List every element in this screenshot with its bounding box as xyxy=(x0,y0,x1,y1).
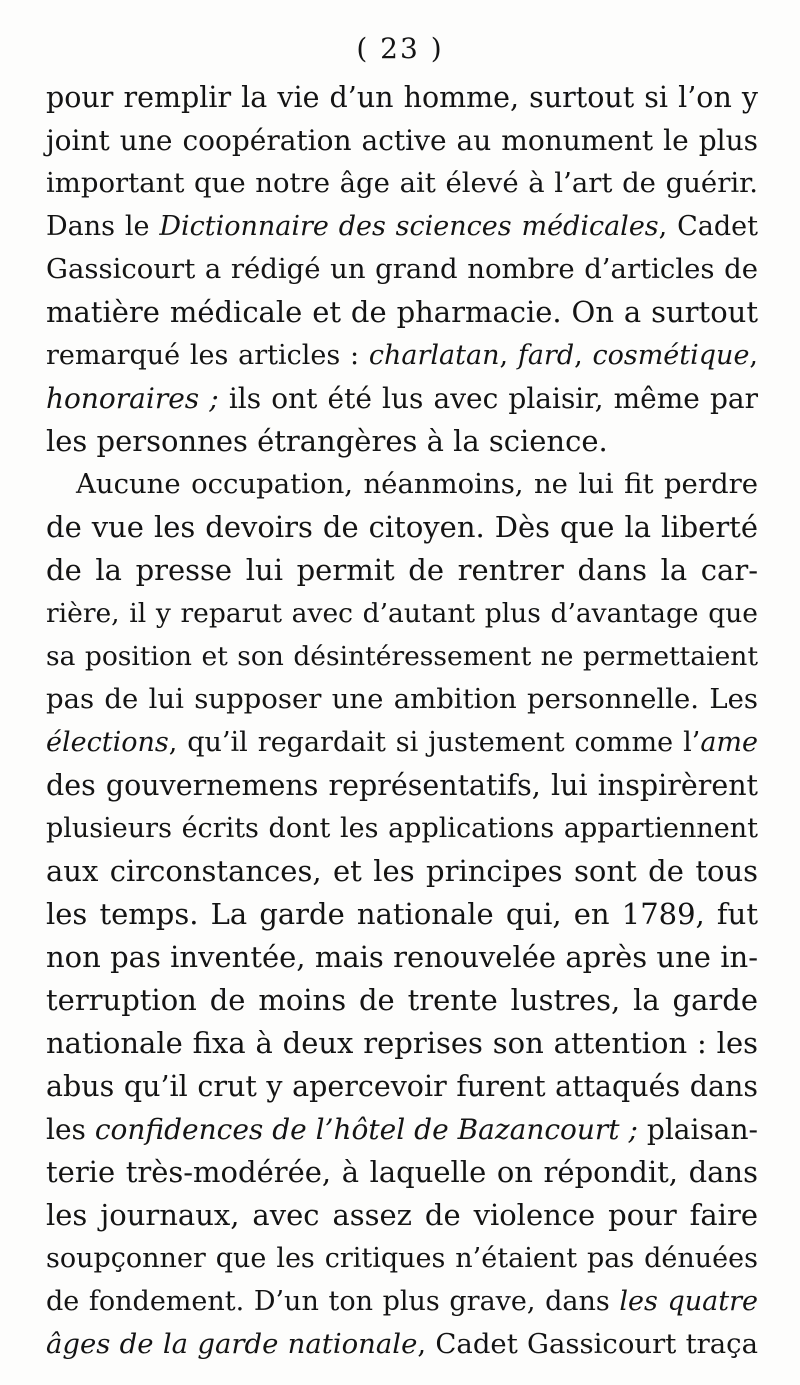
text-run: nationale fixa à deux reprises son attention : les xyxy=(46,1026,758,1060)
text-line xyxy=(46,807,758,850)
text-run: aux circonstances, et les principes sont de tous xyxy=(46,854,758,888)
text-run: terie très-modérée, à laquelle on répondit, dans xyxy=(46,1155,758,1189)
text-run: , xyxy=(574,340,593,371)
text-line xyxy=(46,377,758,420)
text-line xyxy=(46,119,758,162)
text-run: de fondement. D’un ton plus grave, dans xyxy=(46,1286,620,1317)
text-line xyxy=(46,1280,758,1323)
text-run: joint une coopération active au monument le plus xyxy=(46,124,758,157)
text-run: abus qu’il crut y apercevoir furent attaqués dans xyxy=(46,1070,758,1103)
text-line xyxy=(46,936,758,979)
text-run: Dans le xyxy=(46,211,160,242)
text-run: pour remplir la vie d’un homme, surtout si l’on y xyxy=(46,81,758,114)
text-run: les journaux, avec assez de violence pour faire xyxy=(46,1198,758,1232)
text-run: , Cadet Gassicourt traça xyxy=(417,1328,758,1360)
text-line xyxy=(46,678,758,721)
text-line xyxy=(46,506,758,549)
text-run: les temps. La garde nationale qui, en 1789, fut xyxy=(46,897,758,931)
text-line xyxy=(46,549,758,592)
text-run: soupçonner que les critiques n’étaient pas dénuées xyxy=(46,1243,758,1274)
text-line xyxy=(46,420,758,463)
text-run: Aucune occupation, néanmoins, ne lui fit perdre xyxy=(76,468,758,500)
text-run: Gassicourt a rédigé un grand nombre d’articles de xyxy=(46,253,758,285)
text-line xyxy=(46,1151,758,1194)
text-line xyxy=(46,205,758,248)
text-run: remarqué les articles : xyxy=(46,340,369,371)
italic-text: Dictionnaire des sciences médicales xyxy=(159,211,659,242)
text-run: , Cadet xyxy=(658,211,758,242)
text-line xyxy=(46,463,758,506)
text-line xyxy=(46,1323,758,1366)
text-run: important que notre âge ait élevé à l’art de guérir. xyxy=(46,167,758,199)
italic-text: cosmétique xyxy=(592,340,750,371)
text-line xyxy=(46,334,758,377)
text-run: les personnes étrangères à la science. xyxy=(46,424,608,458)
text-run: de la presse lui permit de rentrer dans la car- xyxy=(46,553,758,587)
text-line xyxy=(46,1194,758,1237)
italic-text: charlatan xyxy=(368,340,500,371)
text-line xyxy=(46,764,758,807)
italic-text: les quatre xyxy=(619,1286,758,1317)
text-run: , xyxy=(749,340,759,371)
text-line xyxy=(46,721,758,764)
text-run: des gouvernemens représentatifs, lui inspirèrent xyxy=(46,769,758,802)
text-line xyxy=(46,893,758,936)
text-line xyxy=(46,162,758,205)
text-line xyxy=(46,1065,758,1108)
italic-text: âges de la garde nationale xyxy=(46,1328,418,1360)
italic-text: ame xyxy=(700,727,758,758)
text-line xyxy=(46,592,758,635)
text-line xyxy=(46,1108,758,1151)
text-run: terruption de moins de trente lustres, la garde xyxy=(46,983,758,1017)
page-number: ( 23 ) xyxy=(356,32,444,65)
italic-text: honoraires ; xyxy=(46,382,219,415)
text-line xyxy=(46,850,758,893)
text-line xyxy=(46,291,758,334)
text-line xyxy=(46,1022,758,1065)
italic-text: confidences de l’hôtel de Bazancourt ; xyxy=(94,1113,638,1146)
text-run: plaisan- xyxy=(637,1113,758,1146)
text-line xyxy=(46,979,758,1022)
text-run: , qu’il regardait si justement comme l’ xyxy=(168,727,701,758)
text-line xyxy=(46,248,758,291)
text-run: sa position et son désintéressement ne permettaient xyxy=(46,641,758,672)
body-text xyxy=(46,76,758,1366)
text-run: matière médicale et de pharmacie. On a surtout xyxy=(46,295,758,329)
italic-text: fard xyxy=(517,340,575,371)
text-run: , xyxy=(499,340,518,371)
text-run: ils ont été lus avec plaisir, même par xyxy=(218,382,758,415)
text-run: de vue les devoirs de citoyen. Dès que la liberté xyxy=(46,510,758,544)
italic-text: élections xyxy=(46,727,169,758)
text-run: plusieurs écrits dont les applications appartiennent xyxy=(46,813,758,844)
text-line xyxy=(46,1237,758,1280)
text-run: rière, il y reparut avec d’autant plus d’avantage que xyxy=(46,598,758,629)
text-run: non pas inventée, mais renouvelée après une in- xyxy=(46,940,758,974)
text-run: pas de lui supposer une ambition personnelle. Les xyxy=(46,683,758,715)
text-line xyxy=(46,635,758,678)
text-line xyxy=(46,76,758,119)
text-run: les xyxy=(46,1113,95,1146)
